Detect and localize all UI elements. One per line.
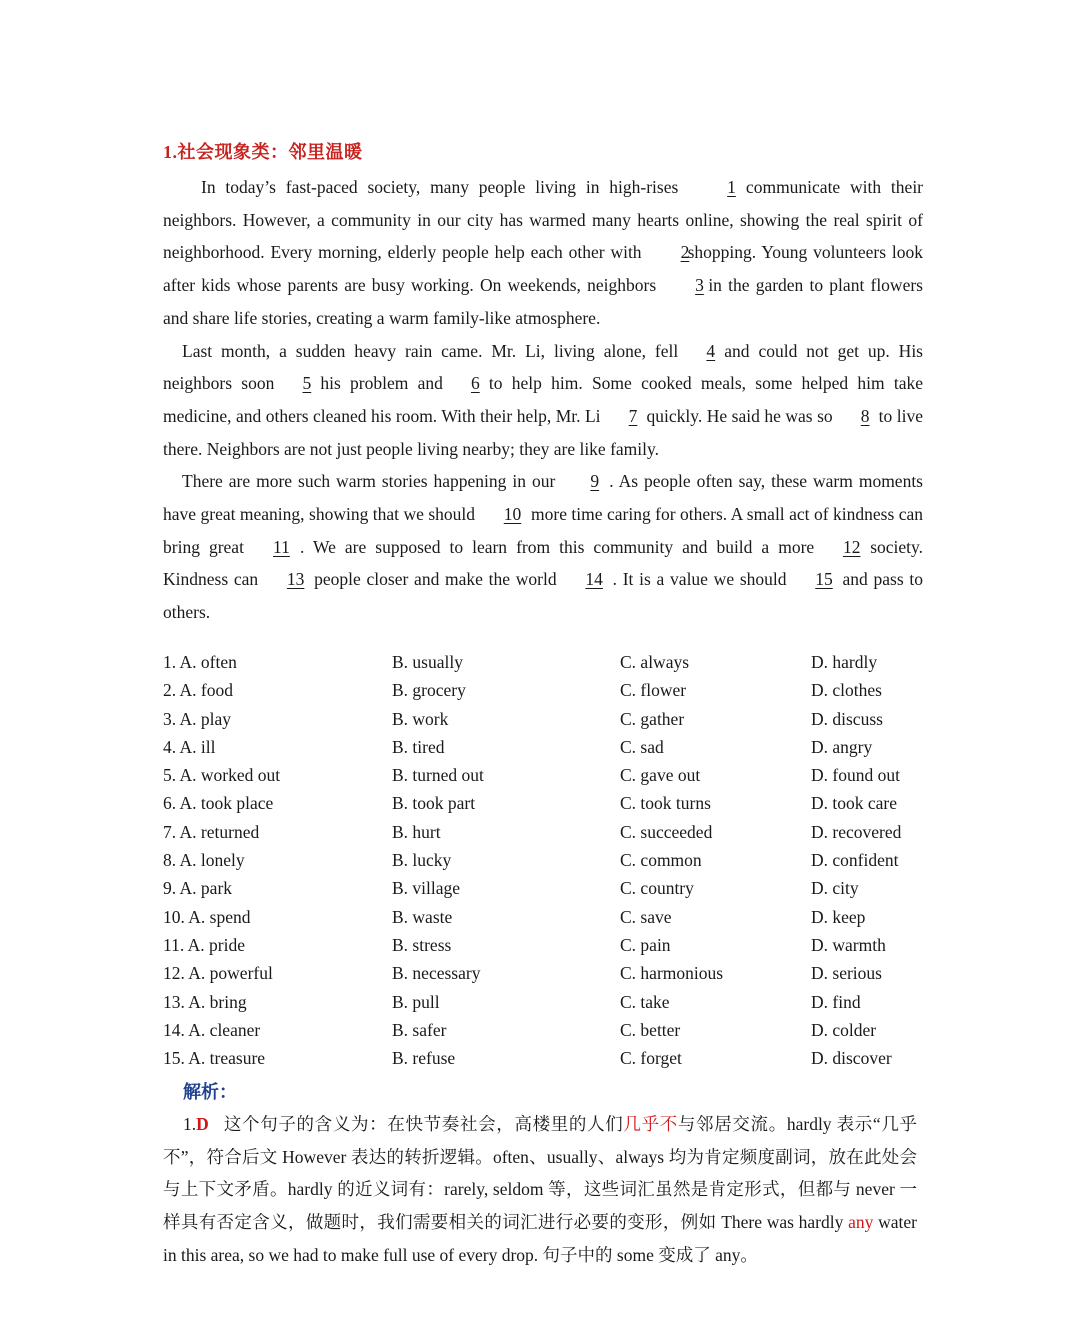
text: his problem and	[320, 373, 443, 394]
option-d: D. took care	[811, 793, 898, 814]
option-b: B. work	[392, 708, 449, 729]
option-a: 3. A. play	[163, 708, 232, 729]
option-row	[163, 1016, 923, 1044]
answer-key: D	[196, 1114, 209, 1134]
option-d: D. discover	[811, 1048, 892, 1069]
option-b: B. turned out	[392, 765, 484, 786]
option-b: B. hurt	[392, 821, 441, 842]
option-d: D. colder	[811, 1019, 877, 1040]
option-c: C. forget	[620, 1048, 682, 1069]
option-d: D. hardly	[811, 652, 878, 672]
option-a: 15. A. treasure	[163, 1048, 266, 1069]
cloze-passage	[163, 171, 923, 629]
blank-10: 10	[503, 504, 522, 525]
option-b: B. took part	[392, 793, 476, 814]
blank-9: 9	[590, 471, 600, 492]
blank-7: 7	[628, 405, 638, 426]
paragraph-2	[163, 335, 923, 466]
option-d: D. serious	[811, 963, 882, 984]
option-a: 7. A. returned	[163, 821, 260, 842]
option-c: C. took turns	[620, 793, 711, 814]
option-d: D. warmth	[811, 934, 886, 955]
option-row	[163, 931, 923, 959]
text: 这个句子的含义为：在快节奏社会，高楼里的人们	[223, 1114, 624, 1134]
option-a: 11. A. pride	[163, 934, 245, 955]
blank-4: 4	[706, 340, 716, 361]
option-c: C. flower	[620, 680, 687, 701]
text: and could not get up. His neighbors soon	[163, 340, 923, 394]
blank-6: 6	[470, 373, 480, 394]
option-row	[163, 903, 923, 931]
explanation-number: 1.	[183, 1114, 197, 1134]
option-b: B. tired	[392, 736, 445, 757]
paragraph-3	[163, 465, 923, 629]
option-a: 8. A. lonely	[163, 850, 245, 871]
text: 与邻居交流。hardly 表示“几乎不”，符合后文 However 表达的转折逻辑。often、usually、always 均为肯定频度副词，放在此处会与上下文矛盾。hardly 的近义词有：rarely, seldom 等，这些词汇虽然是肯定形式，但都与 never 一样具有否定含义，做题时，我们需要相关的词汇进行必要的变形，例如 There was hardly	[163, 1114, 918, 1233]
section-title: 1.社会现象类：邻里温暖	[163, 142, 363, 162]
option-a: 14. A. cleaner	[163, 1019, 261, 1040]
option-d: D. angry	[811, 736, 873, 757]
option-a: 12. A. powerful	[163, 963, 273, 984]
option-row	[163, 818, 923, 846]
text: to live there. Neighbors are not just people living nearby; they are like family.	[163, 405, 923, 459]
option-d: D. recovered	[811, 821, 902, 842]
paragraph-1	[163, 171, 923, 335]
blank-5: 5	[302, 373, 312, 394]
option-c: C. save	[620, 906, 672, 927]
option-d: D. clothes	[811, 680, 882, 701]
highlight-text: any	[848, 1212, 874, 1233]
option-d: D. find	[811, 991, 861, 1012]
option-b: B. village	[392, 878, 461, 899]
blank-2: 2	[680, 242, 690, 263]
option-c: C. take	[620, 991, 670, 1012]
analysis-heading: 解析：	[183, 1082, 237, 1102]
blank-12: 12	[842, 536, 861, 557]
option-c: C. common	[620, 850, 702, 871]
text: Last month, a sudden heavy rain came. Mr. Li, living alone, fell	[182, 340, 679, 361]
text: . We are supposed to learn from this community and build a more	[299, 536, 815, 557]
option-a: 5. A. worked out	[163, 765, 281, 786]
option-c: C. pain	[620, 934, 671, 955]
option-c: C. succeeded	[620, 821, 713, 842]
option-d: D. discuss	[811, 708, 883, 729]
text: more time caring for others. A small act of kindness can bring great	[163, 504, 923, 557]
text: There are more such warm stories happening in our	[182, 471, 562, 492]
text: . As people often say, these warm moments have great meaning, showing that we should	[163, 471, 923, 525]
blank-11: 11	[273, 536, 290, 557]
option-row	[163, 705, 923, 733]
option-a: 4. A. ill	[163, 736, 216, 757]
option-c: C. harmonious	[620, 963, 724, 984]
option-row	[163, 959, 923, 987]
blank-14: 14	[585, 569, 603, 590]
option-row	[163, 733, 923, 761]
option-row	[163, 676, 923, 704]
option-d: D. keep	[811, 906, 866, 927]
option-b: B. stress	[392, 934, 452, 955]
text: to help him. Some cooked meals, some helped him take medicine, and others cleaned his room. With their help, Mr. Li	[163, 373, 924, 426]
option-d: D. city	[811, 878, 859, 899]
option-row	[163, 1044, 923, 1072]
option-c: C. gather	[620, 708, 685, 729]
option-row	[163, 988, 923, 1016]
text: quickly. He said he was so	[646, 405, 833, 426]
option-c: C. better	[620, 1019, 681, 1040]
option-row	[163, 761, 923, 789]
explanation	[163, 1108, 917, 1272]
text: in the garden to plant flowers and share life stories, creating a warm family-like atmosphere.	[163, 275, 923, 328]
text: people closer and make the world	[314, 569, 557, 590]
option-a: 6. A. took place	[163, 793, 274, 814]
blank-13: 13	[286, 569, 305, 590]
text: water in this area, so we had to make full use of every drop. 句子中的 some 变成了 any。	[163, 1212, 917, 1265]
option-c: C. sad	[620, 736, 664, 757]
blank-1: 1	[727, 177, 736, 197]
option-b: B. necessary	[392, 963, 481, 984]
options-list	[163, 648, 923, 1072]
text: . It is a value we should	[612, 569, 787, 590]
text: communicate with their neighbors. However, a community in our city has warmed many hearts online, showing the real spirit of neighborhood. Every morning, elderly people help each other with	[163, 177, 924, 263]
option-b: B. lucky	[392, 850, 452, 871]
blank-8: 8	[860, 405, 870, 426]
option-a: 1. A. often	[163, 652, 237, 672]
option-b: B. safer	[392, 1019, 447, 1040]
explanation-paragraph	[163, 1108, 917, 1272]
text: shopping. Young volunteers look after kids whose parents are busy working. On weekends, neighbors	[163, 242, 923, 296]
option-a: 9. A. park	[163, 878, 233, 899]
highlight-text: 几乎不	[623, 1114, 678, 1134]
blank-15: 15	[815, 569, 833, 590]
option-a: 13. A. bring	[163, 991, 247, 1012]
option-b: B. refuse	[392, 1048, 456, 1069]
text: and pass to others.	[163, 569, 923, 623]
option-b: B. grocery	[392, 680, 466, 701]
option-d: D. confident	[811, 850, 899, 871]
option-b: B. pull	[392, 991, 440, 1012]
option-a: 2. A. food	[163, 680, 233, 701]
blank-3: 3	[695, 275, 704, 296]
text: In today’s fast-paced society, many people living in high-rises	[201, 177, 689, 197]
option-b: B. usually	[392, 652, 463, 672]
option-a: 10. A. spend	[163, 906, 251, 927]
option-c: C. gave out	[620, 765, 701, 786]
option-row	[163, 648, 923, 676]
option-c: C. always	[620, 652, 690, 672]
option-c: C. country	[620, 878, 694, 899]
text: society. Kindness can	[163, 536, 923, 590]
option-b: B. waste	[392, 906, 453, 927]
option-row	[163, 789, 923, 817]
option-row	[163, 874, 923, 902]
option-row	[163, 846, 923, 874]
option-d: D. found out	[811, 765, 900, 786]
